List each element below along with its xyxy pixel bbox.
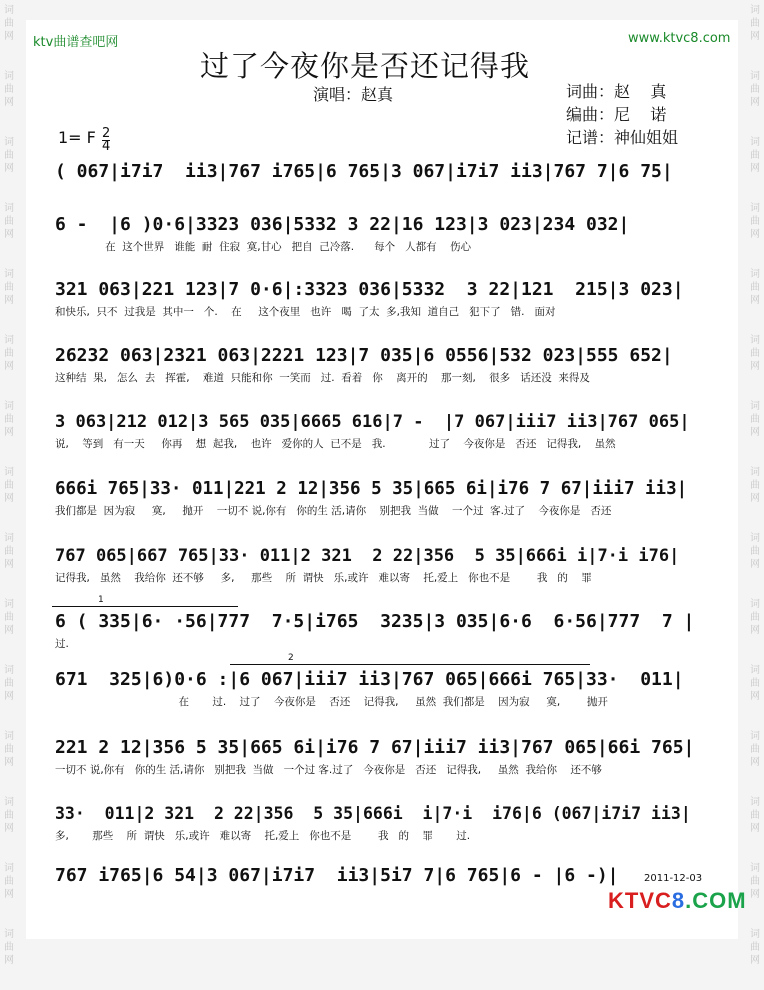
watermark-char: 词 xyxy=(4,665,14,676)
watermark-group xyxy=(748,396,762,462)
score-line xyxy=(55,802,695,844)
watermark-group xyxy=(2,792,16,858)
watermark-group xyxy=(2,0,16,66)
watermark-char: 网 xyxy=(750,295,760,306)
lyrics-line: 过. xyxy=(55,638,69,650)
watermark-char: 词 xyxy=(4,71,14,82)
time-sig-bottom: 4 xyxy=(102,139,111,154)
watermark-char: 词 xyxy=(4,929,14,940)
watermark-group xyxy=(2,924,16,990)
notation-line: 321 063|221 123|7 0·6|:3323 036|5332 3 22|121 215|3 023| xyxy=(55,279,684,300)
logo-letter: V xyxy=(639,888,656,913)
notation-line: 767 i765|6 54|3 067|i7i7 ii3|5i7 7|6 765|6 - |6 -)| xyxy=(55,865,619,886)
watermark-char: 网 xyxy=(4,229,14,240)
watermark-char: 曲 xyxy=(750,612,760,623)
watermark-left xyxy=(2,0,16,966)
watermark-char: 曲 xyxy=(4,480,14,491)
notation-line: 33· 011|2 321 2 22|356 5 35|666i i|7·i i76|6 (067|i7i7 ii3| xyxy=(55,804,691,823)
score-line xyxy=(55,160,695,202)
lyrics-line: 记得我, 虽然 我给你 还不够 多, 那些 所 谓快 乐,或许 难以寄 托,爱上 你也不是 我 的 罪 xyxy=(55,572,592,584)
first-ending-bracket xyxy=(52,595,238,607)
watermark-char: 词 xyxy=(4,467,14,478)
watermark-group xyxy=(748,198,762,264)
watermark-char: 网 xyxy=(4,757,14,768)
watermark-char: 曲 xyxy=(4,744,14,755)
watermark-group xyxy=(748,594,762,660)
score-line xyxy=(55,864,695,906)
watermark-char: 词 xyxy=(750,203,760,214)
watermark-char: 词 xyxy=(750,665,760,676)
notation-line: 6 - |6 )0·6|3323 036|5332 3 22|16 123|3 023|234 032| xyxy=(55,214,630,235)
watermark-char: 网 xyxy=(4,493,14,504)
watermark-char: 网 xyxy=(750,97,760,108)
watermark-char: 网 xyxy=(750,163,760,174)
site-name-left[interactable]: ktv曲谱查吧网 xyxy=(33,35,119,50)
watermark-char: 曲 xyxy=(750,678,760,689)
watermark-char: 词 xyxy=(750,863,760,874)
watermark-char: 曲 xyxy=(4,876,14,887)
watermark-char: 曲 xyxy=(750,18,760,29)
watermark-char: 网 xyxy=(750,691,760,702)
score-line xyxy=(55,344,695,386)
watermark-char: 曲 xyxy=(750,150,760,161)
watermark-char: 网 xyxy=(750,229,760,240)
time-sig-top: 2 xyxy=(102,126,111,141)
watermark-group xyxy=(2,66,16,132)
notation-line: 666i 765|33· 011|221 2 12|356 5 35|665 6i|i76 7 67|iii7 ii3| xyxy=(55,479,688,499)
watermark-group xyxy=(748,462,762,528)
site-url-right[interactable]: www.ktvc8.com xyxy=(628,31,731,46)
watermark-char: 网 xyxy=(4,823,14,834)
time-signature xyxy=(102,128,110,153)
watermark-char: 网 xyxy=(750,625,760,636)
watermark-char: 网 xyxy=(750,823,760,834)
watermark-char: 曲 xyxy=(4,678,14,689)
lyrics-line: 这种结 果, 怎么 去 挥霍, 难道 只能和你 一笑而 过. 看着 你 离开的 那一刻, 很多 话还没 来得及 xyxy=(55,372,590,384)
watermark-char: 网 xyxy=(4,295,14,306)
watermark-char: 网 xyxy=(4,955,14,966)
watermark-char: 词 xyxy=(750,401,760,412)
lyrics-line: 我们都是 因为寂 寞, 抛开 一切不 说,你有 你的生 活,请你 别把我 当做 一个过 客.过了 今夜你是 否还 xyxy=(55,505,612,517)
lyrics-line xyxy=(55,890,695,906)
watermark-char: 曲 xyxy=(750,942,760,953)
watermark-group xyxy=(2,330,16,396)
watermark-char: 词 xyxy=(750,335,760,346)
logo-letter: 8 xyxy=(671,888,686,913)
watermark-char: 词 xyxy=(4,731,14,742)
watermark-group xyxy=(2,462,16,528)
watermark-char: 网 xyxy=(750,889,760,900)
score-line xyxy=(55,736,695,778)
watermark-char: 词 xyxy=(4,797,14,808)
watermark-char: 词 xyxy=(750,467,760,478)
watermark-group xyxy=(2,660,16,726)
watermark-group xyxy=(2,264,16,330)
watermark-char: 词 xyxy=(4,203,14,214)
watermark-group xyxy=(2,726,16,792)
watermark-char: 词 xyxy=(750,599,760,610)
watermark-char: 网 xyxy=(4,163,14,174)
watermark-char: 曲 xyxy=(4,942,14,953)
watermark-group xyxy=(748,132,762,198)
watermark-group xyxy=(748,0,762,66)
score-line xyxy=(55,213,695,255)
lyrics-line: 多, 那些 所 谓快 乐,或许 难以寄 托,爱上 你也不是 我 的 罪 过. xyxy=(55,830,471,842)
watermark-group xyxy=(748,924,762,990)
watermark-right xyxy=(748,0,762,966)
watermark-char: 词 xyxy=(750,5,760,16)
watermark-char: 词 xyxy=(4,599,14,610)
watermark-char: 词 xyxy=(4,863,14,874)
watermark-group xyxy=(2,132,16,198)
watermark-char: 词 xyxy=(750,731,760,742)
score-line xyxy=(55,610,695,652)
watermark-char: 网 xyxy=(4,427,14,438)
notation-line: 221 2 12|356 5 35|665 6i|i76 7 67|iii7 ii3|767 065|66i 765| xyxy=(55,737,695,758)
watermark-char: 网 xyxy=(750,361,760,372)
watermark-char: 曲 xyxy=(750,480,760,491)
score-line xyxy=(55,668,695,710)
watermark-group xyxy=(748,858,762,924)
second-ending-bracket xyxy=(230,653,590,665)
watermark-group xyxy=(748,726,762,792)
watermark-char: 词 xyxy=(750,929,760,940)
watermark-char: 网 xyxy=(4,889,14,900)
arranger: 编曲：尼 诺 xyxy=(566,105,667,124)
watermark-char: 曲 xyxy=(750,84,760,95)
watermark-group xyxy=(2,198,16,264)
watermark-group xyxy=(748,660,762,726)
watermark-char: 词 xyxy=(4,401,14,412)
watermark-char: 网 xyxy=(4,691,14,702)
watermark-char: 网 xyxy=(4,559,14,570)
lyrics-line: 在 过. 过了 今夜你是 否还 记得我, 虽然 我们都是 因为寂 寞, 抛开 xyxy=(55,696,608,708)
watermark-group xyxy=(2,594,16,660)
watermark-char: 曲 xyxy=(4,810,14,821)
watermark-char: 网 xyxy=(750,757,760,768)
watermark-char: 曲 xyxy=(750,876,760,887)
watermark-char: 词 xyxy=(4,5,14,16)
watermark-group xyxy=(2,858,16,924)
watermark-char: 曲 xyxy=(750,216,760,227)
watermark-char: 曲 xyxy=(4,150,14,161)
watermark-char: 网 xyxy=(750,427,760,438)
watermark-char: 曲 xyxy=(4,612,14,623)
watermark-char: 词 xyxy=(750,71,760,82)
notation-line: 26232 063|2321 063|2221 123|7 035|6 0556|532 023|555 652| xyxy=(55,345,673,366)
lyrics-line: 一切不 说,你有 你的生 活,请你 别把我 当做 一个过 客.过了 今夜你是 否还 记得我, 虽然 我给你 还不够 xyxy=(55,764,602,776)
watermark-group xyxy=(748,264,762,330)
logo-letter: T xyxy=(624,888,640,913)
watermark-char: 网 xyxy=(4,361,14,372)
watermark-char: 词 xyxy=(4,533,14,544)
notation-line: 3 063|212 012|3 565 035|6665 616|7 - |7 067|iii7 ii3|767 065| xyxy=(55,412,690,432)
ktvc8-logo[interactable] xyxy=(608,888,747,914)
watermark-group xyxy=(748,792,762,858)
watermark-char: 词 xyxy=(750,533,760,544)
logo-letter: C xyxy=(655,888,672,913)
notation-line: 671 325|6)0·6 :|6 067|iii7 ii3|767 065|666i 765|33· 011| xyxy=(55,669,684,690)
watermark-char: 词 xyxy=(750,137,760,148)
watermark-char: 词 xyxy=(4,137,14,148)
watermark-char: 网 xyxy=(750,559,760,570)
watermark-char: 曲 xyxy=(4,414,14,425)
watermark-char: 曲 xyxy=(750,348,760,359)
lyricist-composer: 词曲：赵 真 xyxy=(566,82,667,101)
notation-line: 767 065|667 765|33· 011|2 321 2 22|356 5 35|666i i|7·i i76| xyxy=(55,546,680,566)
watermark-char: 网 xyxy=(750,955,760,966)
watermark-char: 网 xyxy=(4,31,14,42)
watermark-char: 网 xyxy=(750,493,760,504)
notation-line: 6 ( 335|6· ·56|777 7·5|i765 3235|3 035|6·6 6·56|777 7 | xyxy=(55,611,695,632)
watermark-group xyxy=(2,528,16,594)
second-ending-label: 2 xyxy=(288,653,294,663)
notation-line: ( 067|i7i7 ii3|767 i765|6 765|3 067|i7i7 ii3|767 7|6 75| xyxy=(55,161,673,182)
credits-block xyxy=(566,80,678,149)
lyrics-line xyxy=(55,186,695,202)
lyrics-line: 和快乐, 只不 过我是 其中一 个. 在 这个夜里 也许 喝 了太 多,我知 道自己 犯下了 错. 面对 xyxy=(55,306,556,318)
song-title: 过了今夜你是否还记得我 xyxy=(200,49,531,83)
logo-letter: K xyxy=(608,888,625,913)
lyrics-line: 在 这个世界 谁能 耐 住寂 寞,甘心 把自 己冷落. 每个 人都有 伤心 xyxy=(55,241,472,253)
score-line xyxy=(55,544,695,586)
transcription-date: 2011-12-03 xyxy=(644,873,703,884)
key-signature: 1= F xyxy=(58,128,96,147)
watermark-group xyxy=(748,66,762,132)
watermark-char: 词 xyxy=(750,797,760,808)
watermark-char: 曲 xyxy=(750,810,760,821)
watermark-char: 词 xyxy=(750,269,760,280)
watermark-char: 曲 xyxy=(750,282,760,293)
watermark-char: 曲 xyxy=(4,18,14,29)
watermark-char: 曲 xyxy=(750,546,760,557)
score-line xyxy=(55,477,695,519)
singer-credit: 演唱：赵真 xyxy=(313,85,394,104)
watermark-group xyxy=(748,330,762,396)
watermark-group xyxy=(2,396,16,462)
transcriber: 记谱：神仙姐姐 xyxy=(566,128,679,147)
watermark-char: 曲 xyxy=(4,546,14,557)
watermark-char: 网 xyxy=(750,31,760,42)
watermark-char: 网 xyxy=(4,97,14,108)
lyrics-line: 说, 等到 有一天 你再 想 起我, 也许 爱你的人 已不是 我. 过了 今夜你是 否还 记得我, 虽然 xyxy=(55,438,616,450)
watermark-char: 网 xyxy=(4,625,14,636)
watermark-char: 曲 xyxy=(4,216,14,227)
watermark-char: 曲 xyxy=(4,84,14,95)
logo-suffix: .COM xyxy=(685,888,747,913)
watermark-char: 曲 xyxy=(4,282,14,293)
watermark-char: 曲 xyxy=(750,414,760,425)
watermark-char: 曲 xyxy=(4,348,14,359)
watermark-char: 词 xyxy=(4,335,14,346)
score-line xyxy=(55,278,695,320)
watermark-group xyxy=(748,528,762,594)
watermark-char: 曲 xyxy=(750,744,760,755)
first-ending-label: 1 xyxy=(98,595,104,605)
score-line xyxy=(55,410,695,452)
watermark-char: 词 xyxy=(4,269,14,280)
